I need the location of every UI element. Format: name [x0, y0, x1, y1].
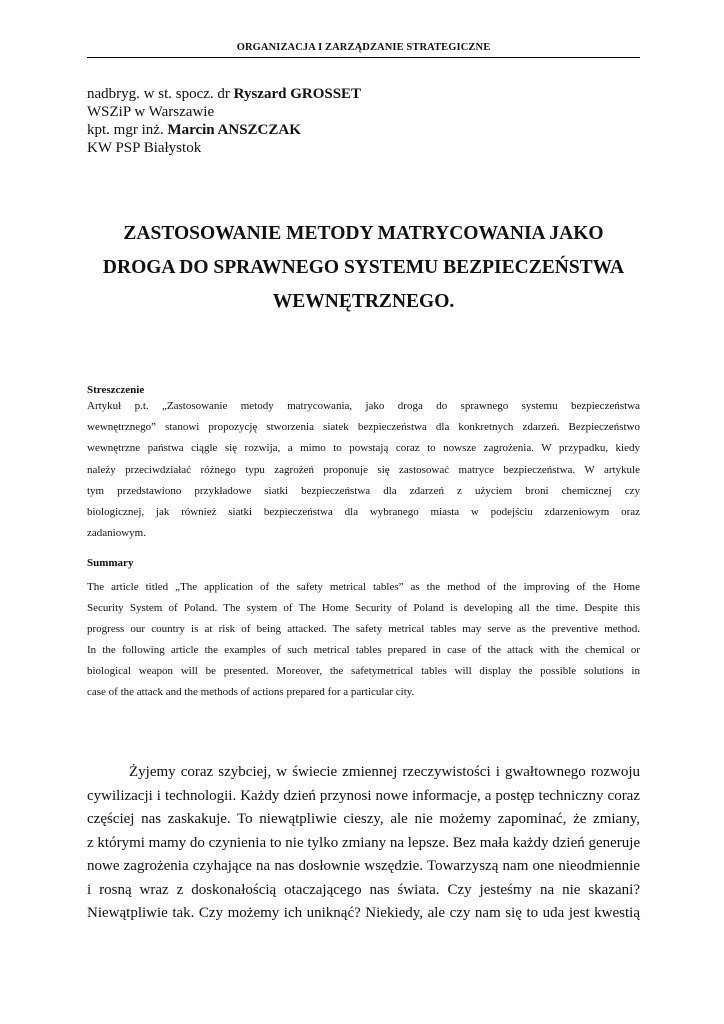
- author-1-name: Ryszard GROSSET: [233, 86, 362, 102]
- author-2-prefix: kpt. mgr inż.: [87, 122, 168, 138]
- header-rule: [87, 57, 640, 58]
- body-line: nowe zagrożenia czyhające na nas dosłownie wszędzie. Towarzyszą nam one nieodmiennie: [87, 858, 640, 874]
- author-block: [87, 85, 361, 157]
- body-paragraph: [87, 761, 640, 926]
- body-line: z którymi mamy do czynienia to nie tylko zmiany na lepsze. Bez mała każdy dzień generuje: [87, 834, 641, 851]
- abstract-pl-heading: Streszczenie: [87, 384, 145, 396]
- abstract-pl-line: tym przedstawiono przykładowe siatki bezpieczeństwa dla zdarzeń z użyciem broni chemicznej czy: [87, 484, 640, 497]
- abstract-en-line: biological weapon will be presented. Moreover, the safetymetrical tables will display the possible solutions in: [87, 665, 640, 677]
- body-line: cywilizacji i technologii. Każdy dzień przynosi nowe informacje, a postęp techniczny coraz: [87, 787, 640, 804]
- abstract-en-line: progress our country is at risk of being attacked. The safety metrical tables may serve as the preventive method.: [87, 623, 640, 635]
- body-line: Żyjemy coraz szybciej, w świecie zmiennej rzeczywistości i gwałtownego rozwoju: [129, 764, 640, 780]
- abstract-en-line: The article titled „The application of the safety metrical tables” as the method of the improving of the Home: [87, 581, 640, 593]
- abstract-en-heading: Summary: [87, 557, 134, 569]
- title-line-1: ZASTOSOWANIE METODY MATRYCOWANIA JAKO: [123, 223, 604, 244]
- abstract-pl-text: [87, 396, 640, 544]
- author-line-1: [87, 85, 361, 103]
- body-line: Niewątpliwie tak. Czy możemy ich uniknąć? Niekiedy, ale czy nam się to uda jest kwestią: [87, 905, 640, 921]
- author-2-name: Marcin ANSZCZAK: [167, 122, 301, 138]
- title-line-2: DROGA DO SPRAWNEGO SYSTEMU BEZPIECZEŃSTWA: [102, 257, 625, 278]
- author-line-2: [87, 121, 361, 139]
- running-header: ORGANIZACJA I ZARZĄDZANIE STRATEGICZNE: [236, 42, 491, 53]
- author-1-affiliation: WSZiP w Warszawie: [87, 104, 215, 120]
- author-1-prefix: nadbryg. w st. spocz. dr: [87, 86, 234, 102]
- abstract-pl-line: należy przeciwdziałać różnego typu zagrożeń proponuje się zastosować matryce bezpieczeństwa. W artykule: [87, 463, 640, 476]
- title-line-3: WEWNĘTRZNEGO.: [272, 291, 455, 312]
- author-2-affiliation: KW PSP Białystok: [87, 140, 202, 156]
- abstract-pl-line: zadaniowym.: [87, 527, 146, 540]
- abstract-pl-line: wewnętrzne państwa ciągle się rozwija, a mimo to powstają coraz to nowsze zagrożenia. W przypadku, kiedy: [87, 442, 640, 455]
- article-title: [87, 217, 640, 319]
- abstract-pl-line: biologicznej, jak również siatki bezpieczeństwa dla wybranego miasta w podejściu zdarzeniowym oraz: [87, 506, 640, 519]
- body-line: częściej nas zaskakuje. To niewątpliwie cieszy, ale nie możemy zapominać, że zmiany,: [87, 811, 640, 827]
- abstract-pl-line: Artykuł p.t. „Zastosowanie metody matrycowania, jako droga do sprawnego systemu bezpieczeństwa: [87, 400, 640, 412]
- abstract-pl-line: wewnętrznego” stanowi propozycję stworzenia siatek bezpieczeństwa dla konkretnych zdarzeń. Bezpieczeństwo: [87, 421, 640, 434]
- abstract-en-text: [87, 577, 640, 703]
- abstract-en-line: case of the attack and the methods of actions prepared for a particular city.: [87, 686, 415, 698]
- abstract-en-line: Security System of Poland. The system of The Home Security of Poland is developing all the time. Despite this: [87, 602, 640, 614]
- abstract-en-line: In the following article the examples of such metrical tables prepared in case of the attack with the chemical or: [87, 644, 640, 656]
- body-line: i rosną wraz z doskonałością otaczającego nas świata. Czy jesteśmy na nie skazani?: [87, 881, 640, 898]
